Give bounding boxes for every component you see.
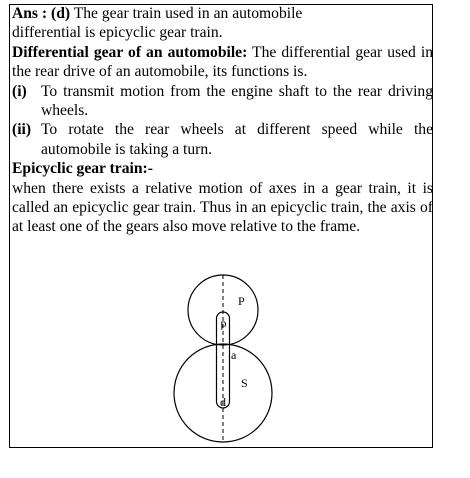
answer-label: Ans xyxy=(12,5,39,22)
answer-option: (d) xyxy=(51,5,71,22)
label-a: a xyxy=(231,348,237,362)
answer-colon: : xyxy=(41,5,48,22)
label-p: p xyxy=(220,316,227,330)
answer-line2: differential is epicyclic gear train. xyxy=(12,24,223,42)
list-item xyxy=(12,120,433,159)
list-item xyxy=(12,82,433,121)
epicyclic-heading: Epicyclic gear train:- xyxy=(12,160,153,178)
sun-gear-circle xyxy=(174,344,272,442)
list-item-text: To rotate the rear wheels at different speed while the automobile is taking a turn. xyxy=(41,121,433,158)
list-item-number: (i) xyxy=(12,82,27,100)
differential-heading: Differential gear of an automobile: xyxy=(12,43,248,61)
differential-text: The differential gear used in the rear drive of an automobile, its functions is. xyxy=(12,43,433,81)
label-P: P xyxy=(238,294,245,308)
epicyclic-text: when there exists a relative motion of axes in a gear train, it is called an epicyclic gear train. Thus in an epicyclic train, the axis of at least one of the gears also move relative to the frame. xyxy=(12,179,433,236)
answer-line1: The gear train used in an automobile xyxy=(73,5,303,22)
label-d: d xyxy=(220,395,226,409)
list-item-text: To transmit motion from the engine shaft to the rear driving wheels. xyxy=(41,82,433,120)
answer-paragraph xyxy=(12,4,433,43)
epicyclic-gear-diagram xyxy=(160,272,300,448)
differential-paragraph xyxy=(12,43,433,82)
label-S: S xyxy=(241,376,248,390)
list-item-number: (ii) xyxy=(12,121,32,139)
answer-text xyxy=(12,4,433,237)
